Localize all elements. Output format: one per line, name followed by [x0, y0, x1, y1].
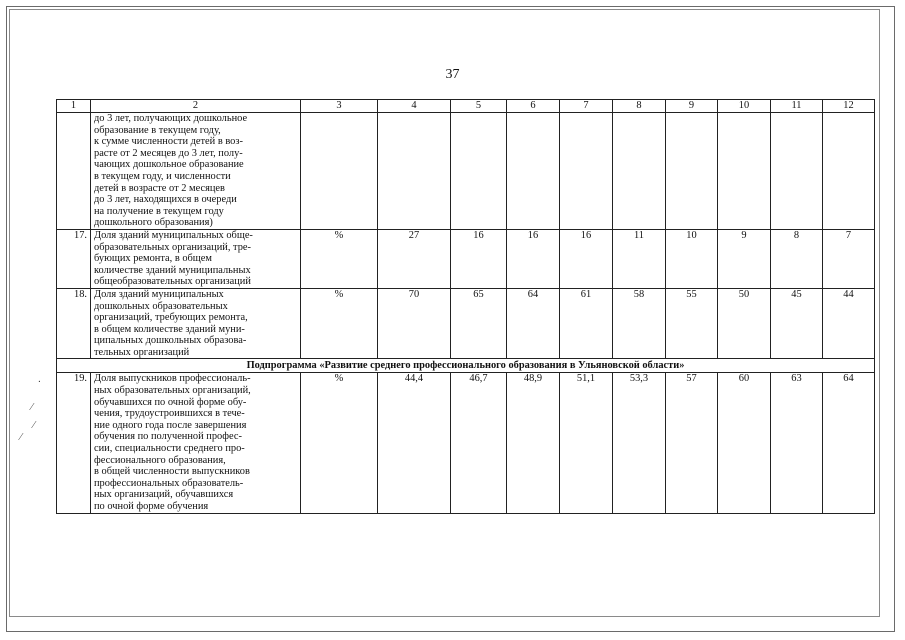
description-line: до 3 лет, получающих дошкольное [94, 113, 248, 124]
table-row [57, 113, 875, 230]
value-cell: 45 [771, 288, 823, 359]
description-line: ципальных дошкольных образова- [94, 335, 247, 347]
indicator-description [91, 288, 301, 359]
row-number [57, 113, 91, 230]
description-line: до 3 лет, находящихся в очереди [94, 194, 237, 206]
value-cell: 27 [378, 229, 451, 288]
value-cell: 64 [507, 288, 560, 359]
description-line: дошкольного образования) [94, 217, 213, 229]
value-cell: 63 [771, 373, 823, 513]
value-cell: 70 [378, 288, 451, 359]
indicator-description [91, 229, 301, 288]
description-line: бующих ремонта, в общем [94, 253, 212, 265]
page-number: 37 [445, 67, 460, 82]
subprogram-heading-row [57, 359, 875, 373]
unit-cell: % [301, 288, 378, 359]
value-cell: 61 [560, 288, 613, 359]
description-line: детей в возрасте от 2 месяцев [94, 182, 225, 194]
value-cell [560, 113, 613, 230]
description-line: Доля выпускников профессиональ- [94, 373, 251, 385]
indicator-description [91, 373, 301, 513]
value-cell: 9 [718, 229, 771, 288]
table-row [57, 229, 875, 288]
table-row [57, 373, 875, 513]
indicators-table [56, 99, 875, 514]
description-line: обучения по полученной профес- [94, 431, 242, 443]
table-row [57, 288, 875, 359]
description-line: организаций, требующих ремонта, [94, 312, 248, 324]
value-cell: 16 [560, 229, 613, 288]
value-cell [718, 113, 771, 230]
value-cell: 44 [823, 288, 875, 359]
unit-cell [301, 113, 378, 230]
description-line: ние одного года после завершения [94, 419, 247, 431]
value-cell: 48,9 [507, 373, 560, 513]
value-cell: 55 [666, 288, 718, 359]
value-cell: 65 [451, 288, 507, 359]
column-number: 6 [507, 100, 560, 113]
value-cell [823, 113, 875, 230]
description-line: чения, трудоустроившихся в тече- [94, 408, 245, 420]
description-line: в общем количестве зданий муни- [94, 323, 245, 335]
value-cell [771, 113, 823, 230]
column-number: 12 [823, 100, 875, 113]
value-cell: 16 [451, 229, 507, 288]
value-cell: 58 [613, 288, 666, 359]
row-number: 18. [57, 288, 91, 359]
column-number: 8 [613, 100, 666, 113]
scan-mark: ⁄ [20, 432, 22, 443]
scan-mark: ⁄ [33, 420, 35, 431]
column-number-header-row [57, 100, 875, 113]
value-cell [507, 113, 560, 230]
column-number: 9 [666, 100, 718, 113]
value-cell [666, 113, 718, 230]
description-line: в текущем году, и численности [94, 170, 231, 182]
value-cell: 50 [718, 288, 771, 359]
description-line: Доля зданий муниципальных обще- [94, 229, 253, 241]
description-line: фессионального образования, [94, 454, 226, 466]
description-line: на получение в текущем году [94, 205, 224, 217]
description-line: ных организаций, обучавшихся [94, 489, 234, 501]
value-cell [378, 113, 451, 230]
description-line: Доля зданий муниципальных [94, 288, 224, 300]
value-cell: 16 [507, 229, 560, 288]
value-cell: 44,4 [378, 373, 451, 513]
column-number: 11 [771, 100, 823, 113]
column-number: 10 [718, 100, 771, 113]
value-cell: 10 [666, 229, 718, 288]
description-line: образовательных организаций, тре- [94, 241, 251, 253]
description-line: в общей численности выпускников [94, 466, 250, 478]
description-line: профессиональных образователь- [94, 477, 244, 489]
description-line: ных образовательных организаций, [94, 385, 251, 397]
description-line: обучавшихся по очной форме обу- [94, 396, 247, 408]
description-line: расте от 2 месяцев до 3 лет, полу- [94, 147, 243, 159]
column-number: 5 [451, 100, 507, 113]
column-number: 3 [301, 100, 378, 113]
value-cell: 51,1 [560, 373, 613, 513]
value-cell: 60 [718, 373, 771, 513]
subprogram-heading: Подпрограмма «Развитие среднего профессионального образования в Ульяновской области» [57, 359, 875, 373]
value-cell: 8 [771, 229, 823, 288]
description-line: общеобразовательных организаций [94, 276, 251, 288]
description-line: чающих дошкольное образование [94, 159, 244, 171]
column-number: 1 [57, 100, 91, 113]
description-line: количестве зданий муниципальных [94, 264, 251, 276]
column-number: 2 [91, 100, 301, 113]
scan-mark: · [38, 377, 41, 388]
value-cell: 11 [613, 229, 666, 288]
scan-mark: ⁄ [31, 402, 33, 413]
description-line: дошкольных образовательных [94, 300, 228, 312]
value-cell: 46,7 [451, 373, 507, 513]
description-line: сии, специальности среднего про- [94, 443, 245, 455]
value-cell: 53,3 [613, 373, 666, 513]
value-cell: 57 [666, 373, 718, 513]
row-number: 19. [57, 373, 91, 513]
description-line: образование в текущем году, [94, 124, 221, 136]
column-number: 4 [378, 100, 451, 113]
value-cell [613, 113, 666, 230]
description-line: тельных организаций [94, 346, 190, 358]
value-cell: 64 [823, 373, 875, 513]
row-number: 17. [57, 229, 91, 288]
indicator-description [91, 113, 301, 230]
unit-cell: % [301, 373, 378, 513]
unit-cell: % [301, 229, 378, 288]
description-line: по очной форме обучения [94, 501, 209, 512]
value-cell [451, 113, 507, 230]
value-cell: 7 [823, 229, 875, 288]
column-number: 7 [560, 100, 613, 113]
description-line: к сумме численности детей в воз- [94, 136, 243, 148]
